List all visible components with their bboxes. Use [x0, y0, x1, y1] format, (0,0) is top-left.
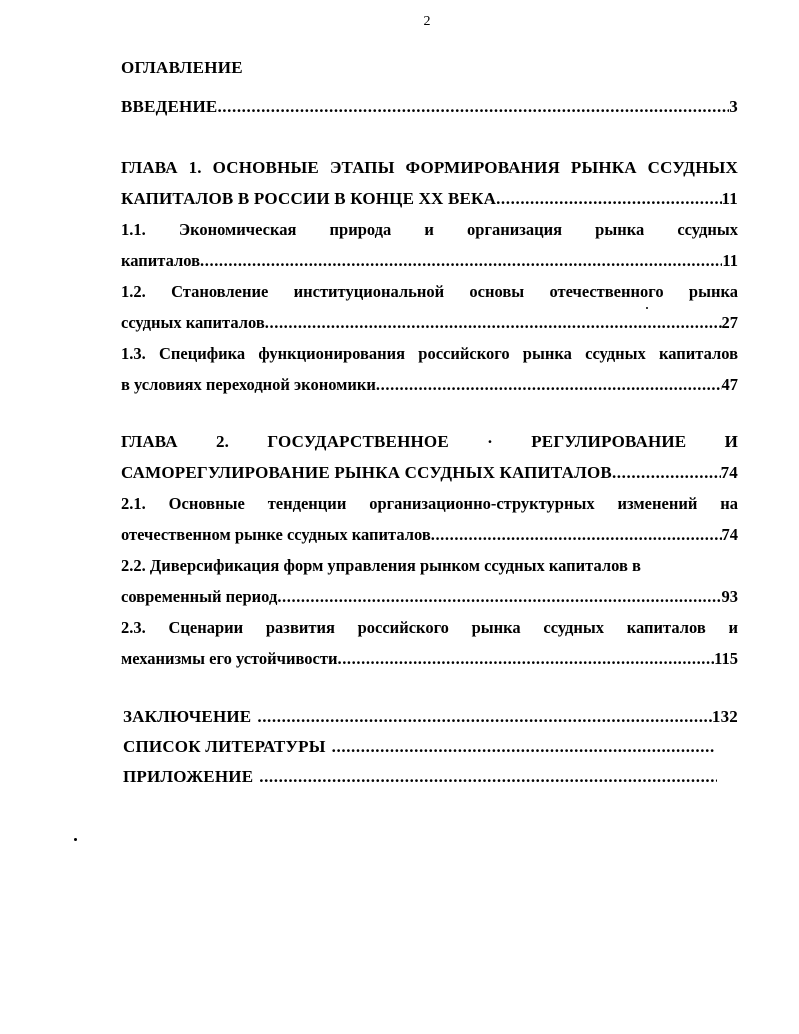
toc-section-2-3-line1[interactable]: 2.3. Сценарии развития российского рынка ссудных капиталов и	[121, 618, 738, 637]
dot-leader	[200, 250, 722, 272]
toc-chapter-2-title-line2[interactable]	[121, 462, 738, 484]
toc-section-2-1-line2[interactable]	[121, 524, 738, 546]
toc-section-2-3-page: 115	[714, 649, 738, 668]
toc-section-2-3-line2[interactable]	[121, 648, 738, 670]
toc-chapter-1-title-line2[interactable]	[121, 188, 738, 210]
toc-section-2-3-text: механизмы его устойчивости	[121, 649, 338, 668]
toc-entry-appendix[interactable]	[123, 766, 717, 788]
toc-entry-appendix-text: ПРИЛОЖЕНИЕ	[123, 767, 254, 786]
toc-section-1-2-line2[interactable]	[121, 312, 738, 334]
dot-leader	[326, 736, 715, 758]
toc-entry-conclusion-text: ЗАКЛЮЧЕНИЕ	[123, 707, 252, 726]
toc-section-2-1-text: отечественном рынке ссудных капиталов	[121, 525, 431, 544]
toc-chapter-1-title-line1[interactable]: ГЛАВА 1. ОСНОВНЫЕ ЭТАПЫ ФОРМИРОВАНИЯ РЫНКА ССУДНЫХ	[121, 158, 738, 177]
dot-leader	[253, 766, 717, 788]
toc-section-1-3-line2[interactable]	[121, 374, 738, 396]
dot-leader	[431, 524, 722, 546]
dot-leader	[265, 312, 722, 334]
toc-chapter-1-page: 11	[721, 189, 738, 208]
dot-leader	[612, 462, 721, 484]
toc-section-1-2-line1[interactable]: 1.2. Становление институциональной основы отечественного рынка	[121, 282, 738, 301]
toc-chapter-2-title-line1[interactable]: ГЛАВА 2. ГОСУДАРСТВЕННОЕ · РЕГУЛИРОВАНИЕ И	[121, 432, 738, 451]
toc-section-1-2-text: ссудных капиталов	[121, 313, 265, 332]
page-number: 2	[423, 14, 431, 29]
dot-leader	[251, 706, 712, 728]
dot-leader	[496, 188, 721, 210]
toc-entry-intro-text: ВВЕДЕНИЕ	[121, 97, 218, 116]
toc-section-1-1-line1[interactable]: 1.1. Экономическая природа и организация рынка ссудных	[121, 220, 738, 239]
toc-section-2-2-text: современный период	[121, 587, 278, 606]
toc-chapter-1-title-text: КАПИТАЛОВ В РОССИИ В КОНЦЕ XX ВЕКА	[121, 189, 497, 208]
scan-speck	[646, 307, 648, 309]
toc-section-1-3-page: 47	[721, 375, 738, 394]
toc-section-1-1-page: 11	[722, 251, 738, 270]
toc-entry-intro-page: 3	[729, 97, 738, 116]
toc-entry-conclusion[interactable]	[123, 706, 738, 728]
toc-section-2-1-page: 74	[721, 525, 738, 544]
toc-section-2-1-line1[interactable]: 2.1. Основные тенденции организационно-структурных изменений на	[121, 494, 738, 513]
toc-section-1-2-page: 27	[721, 313, 738, 332]
toc-chapter-2-title-text: САМОРЕГУЛИРОВАНИЕ РЫНКА ССУДНЫХ КАПИТАЛОВ	[121, 463, 612, 482]
toc-entry-conclusion-page: 132	[711, 707, 738, 726]
toc-chapter-2-page: 74	[720, 463, 738, 482]
toc-title: ОГЛАВЛЕНИЕ	[121, 58, 243, 77]
dot-leader	[217, 96, 729, 118]
toc-section-1-1-text: капиталов	[121, 251, 201, 270]
toc-section-2-2-page: 93	[721, 587, 738, 606]
toc-section-2-2-line2[interactable]	[121, 586, 738, 608]
toc-section-1-3-text: в условиях переходной экономики	[121, 375, 376, 394]
toc-entry-intro[interactable]	[121, 96, 738, 118]
scan-speck	[74, 838, 77, 841]
toc-section-2-2-line1[interactable]: 2.2. Диверсификация форм управления рынком ссудных капиталов в	[121, 556, 641, 575]
toc-section-1-1-line2[interactable]	[121, 250, 738, 272]
dot-leader	[337, 648, 714, 670]
dot-leader	[376, 374, 722, 396]
toc-section-1-3-line1[interactable]: 1.3. Специфика функционирования российского рынка ссудных капиталов	[121, 344, 738, 363]
dot-leader	[277, 586, 721, 608]
toc-entry-bibliography[interactable]	[123, 736, 715, 758]
toc-entry-bibliography-text: СПИСОК ЛИТЕРАТУРЫ	[123, 737, 326, 756]
